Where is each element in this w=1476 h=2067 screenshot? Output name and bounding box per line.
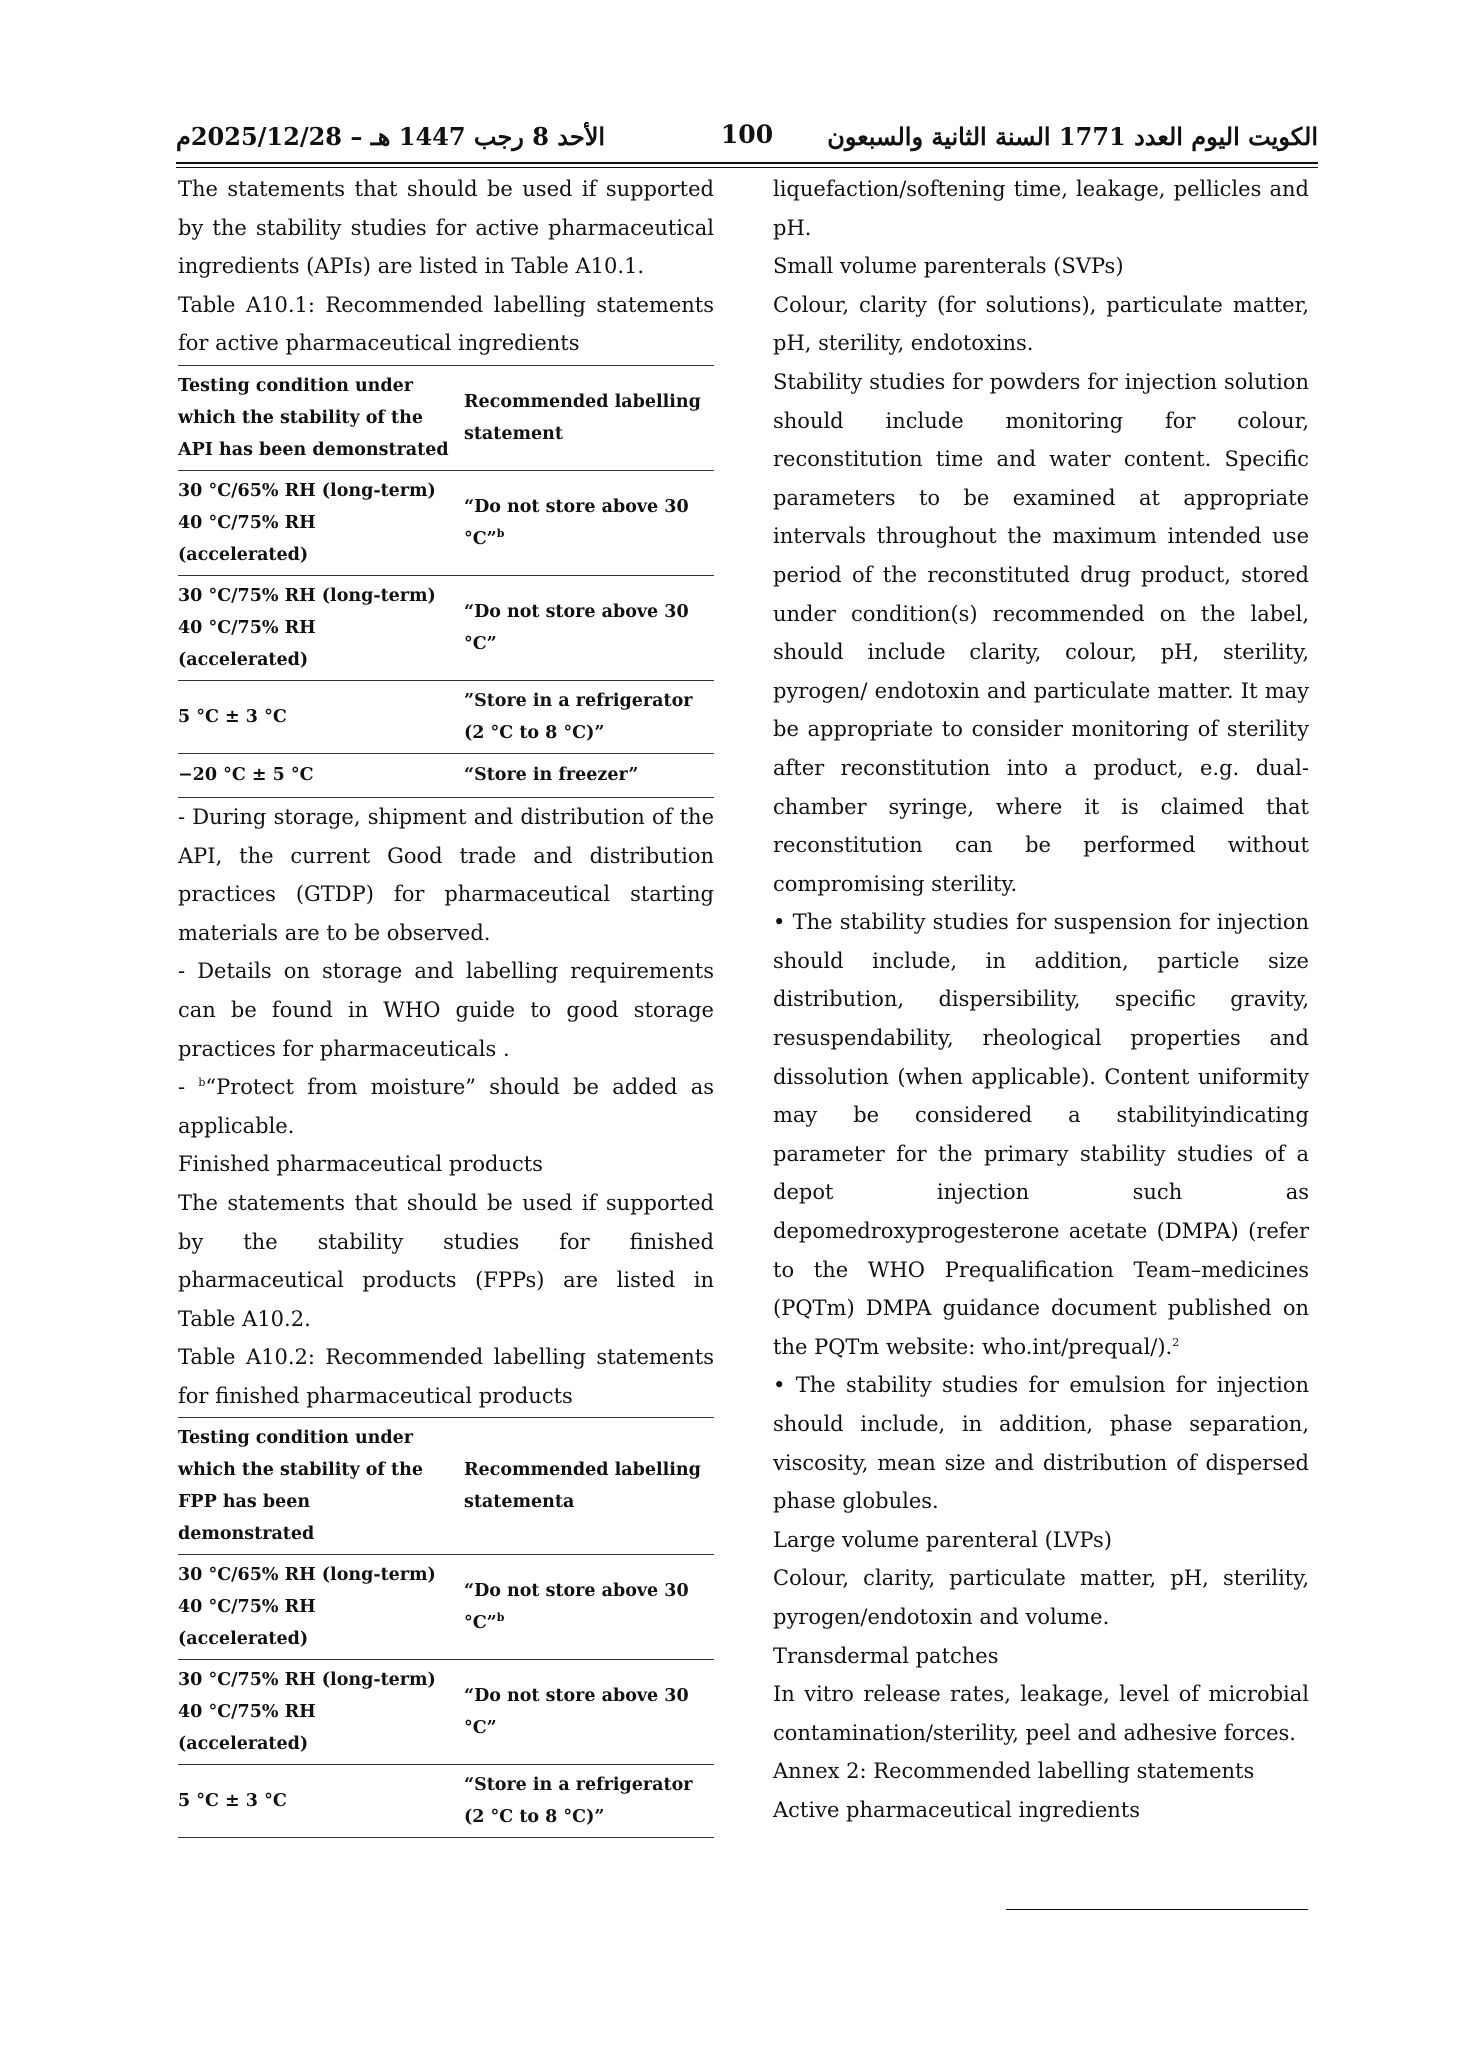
table-row <box>178 575 714 680</box>
fpp-intro: The statements that should be used if supported by the stability studies for finished pharmaceutical products (FPPs) are listed in Table A10.2. <box>178 1190 714 1331</box>
table-header-row <box>178 1418 714 1555</box>
footnote-mark: b <box>198 1076 206 1090</box>
table-cell: 5 °C ± 3 °C <box>178 680 454 753</box>
table-row <box>178 1555 714 1660</box>
table-cell: “Store in a refrigerator (2 °C to 8 °C)” <box>454 1765 714 1838</box>
lvp-heading: Large volume parenteral (LVPs) <box>773 1527 1112 1552</box>
table-cell <box>454 1555 714 1660</box>
table-header-cell: Recommended labelling statement <box>454 365 714 470</box>
paragraph-continuation: liquefaction/softening time, leakage, pellicles and pH. <box>773 177 1309 240</box>
table-cell: 5 °C ± 3 °C <box>178 1765 454 1838</box>
footnote-mark: 2 <box>1172 1335 1180 1349</box>
table-header-cell: Testing condition under which the stability of the FPP has been demonstrated <box>178 1418 454 1555</box>
transdermal-heading: Transdermal patches <box>773 1643 999 1668</box>
annex-heading: Annex 2: Recommended labelling statements <box>773 1759 1255 1784</box>
table1-caption: Table A10.1: Recommended labelling statements for active pharmaceutical ingredients <box>178 292 714 356</box>
api-heading: Active pharmaceutical ingredients <box>773 1797 1141 1822</box>
right-column <box>773 170 1309 1830</box>
emulsion-paragraph: • The stability studies for emulsion for injection should include, in addition, phase separation, viscosity, mean size and distribution of dispersed phase globules. <box>773 1373 1309 1514</box>
table-cell: 30 °C/75% RH (long-term) 40 °C/75% RH (accelerated) <box>178 575 454 680</box>
table-row <box>178 1660 714 1765</box>
footnote-rule <box>1006 1909 1308 1910</box>
table-a10-2 <box>178 1417 714 1838</box>
svp-heading: Small volume parenterals (SVPs) <box>773 254 1124 279</box>
header-publication: الكويت اليوم العدد 1771 السنة الثانية والسبعون <box>827 122 1318 151</box>
footnote-mark: b <box>496 1611 505 1625</box>
table-cell: −20 °C ± 5 °C <box>178 753 454 797</box>
table-row <box>178 680 714 753</box>
suspension-text: • The stability studies for suspension for injection should include, in addition, particle size distribution, dispersibility, specific gravity, resuspendability, rheological properties and dissolution (when applicable). Content uniformity may be considered a stabilityindicating parameter for the primary stability studies of a depot injection such as depomedroxyprogesterone acetate (DMPA) (refer to the WHO Prequalification Team–medicines (PQTm) DMPA guidance document published on the PQTm website: who.int/prequal/). <box>773 910 1309 1359</box>
table-cell <box>454 470 714 575</box>
table-cell: 30 °C/65% RH (long-term) 40 °C/75% RH (accelerated) <box>178 470 454 575</box>
svp-text: Colour, clarity (for solutions), particulate matter, pH, sterility, endotoxins. <box>773 292 1309 356</box>
header-date: الأحد 8 رجب 1447 هـ – 2025/12/28م <box>176 122 606 151</box>
header-rule <box>176 162 1318 164</box>
table-cell: 30 °C/75% RH (long-term) 40 °C/75% RH (accelerated) <box>178 1660 454 1765</box>
table-row <box>178 470 714 575</box>
transdermal-text: In vitro release rates, leakage, level of microbial contamination/sterility, peel and adhesive forces. <box>773 1682 1309 1745</box>
table-row <box>178 1765 714 1838</box>
table-cell: ”Store in a refrigerator (2 °C to 8 °C)” <box>454 680 714 753</box>
table-header-cell: Testing condition under which the stability of the API has been demonstrated <box>178 365 454 470</box>
table-header-cell: Recommended labelling statementa <box>454 1418 714 1555</box>
lvp-text: Colour, clarity, particulate matter, pH, sterility, pyrogen/endotoxin and volume. <box>773 1566 1309 1629</box>
table-cell: 30 °C/65% RH (long-term) 40 °C/75% RH (accelerated) <box>178 1555 454 1660</box>
left-column <box>178 170 714 1838</box>
page-number: 100 <box>720 120 774 149</box>
note-labelling: - Details on storage and labelling requirements can be found in WHO guide to good storage practices for pharmaceuticals . <box>178 959 714 1061</box>
note-moisture <box>178 1068 714 1145</box>
footnote-mark: b <box>496 527 505 541</box>
cell-text: “Do not store above 30 °C” <box>464 496 689 549</box>
page-header <box>176 118 1318 164</box>
cell-text: “Do not store above 30 °C” <box>464 1581 689 1634</box>
table-header-row <box>178 365 714 470</box>
note-storage: - During storage, shipment and distribution of the API, the current Good trade and distribution practices (GTDP) for pharmaceutical starting materials are to be observed. <box>178 804 714 945</box>
header-rule-thin <box>176 167 1318 168</box>
table-row <box>178 753 714 797</box>
table2-caption: Table A10.2: Recommended labelling statements for finished pharmaceutical products <box>178 1345 714 1408</box>
note-prefix: - <box>178 1075 199 1100</box>
suspension-paragraph <box>773 903 1309 1366</box>
api-intro: The statements that should be used if supported by the stability studies for active pharmaceutical ingredients (APIs) are listed in Table A10.1. <box>178 177 714 279</box>
fpp-heading: Finished pharmaceutical products <box>178 1152 543 1177</box>
table-cell: “Do not store above 30 °C” <box>454 1660 714 1765</box>
powders-paragraph: Stability studies for powders for injection solution should include monitoring for colour, reconstitution time and water content. Specific parameters to be examined at appropriate intervals throughout the maximum intended use period of the reconstituted drug product, stored under condition(s) recommended on the label, should include clarity, colour, pH, sterility, pyrogen/ endotoxin and particulate matter. It may be appropriate to consider monitoring of sterility after reconstitution into a product, e.g. dual-chamber syringe, where it is claimed that reconstitution can be performed without compromising sterility. <box>773 369 1309 896</box>
table-cell: “Store in freezer” <box>454 753 714 797</box>
table-a10-1 <box>178 365 714 798</box>
note-text: “Protect from moisture” should be added as applicable. <box>178 1075 714 1138</box>
table-cell: “Do not store above 30 °C” <box>454 575 714 680</box>
